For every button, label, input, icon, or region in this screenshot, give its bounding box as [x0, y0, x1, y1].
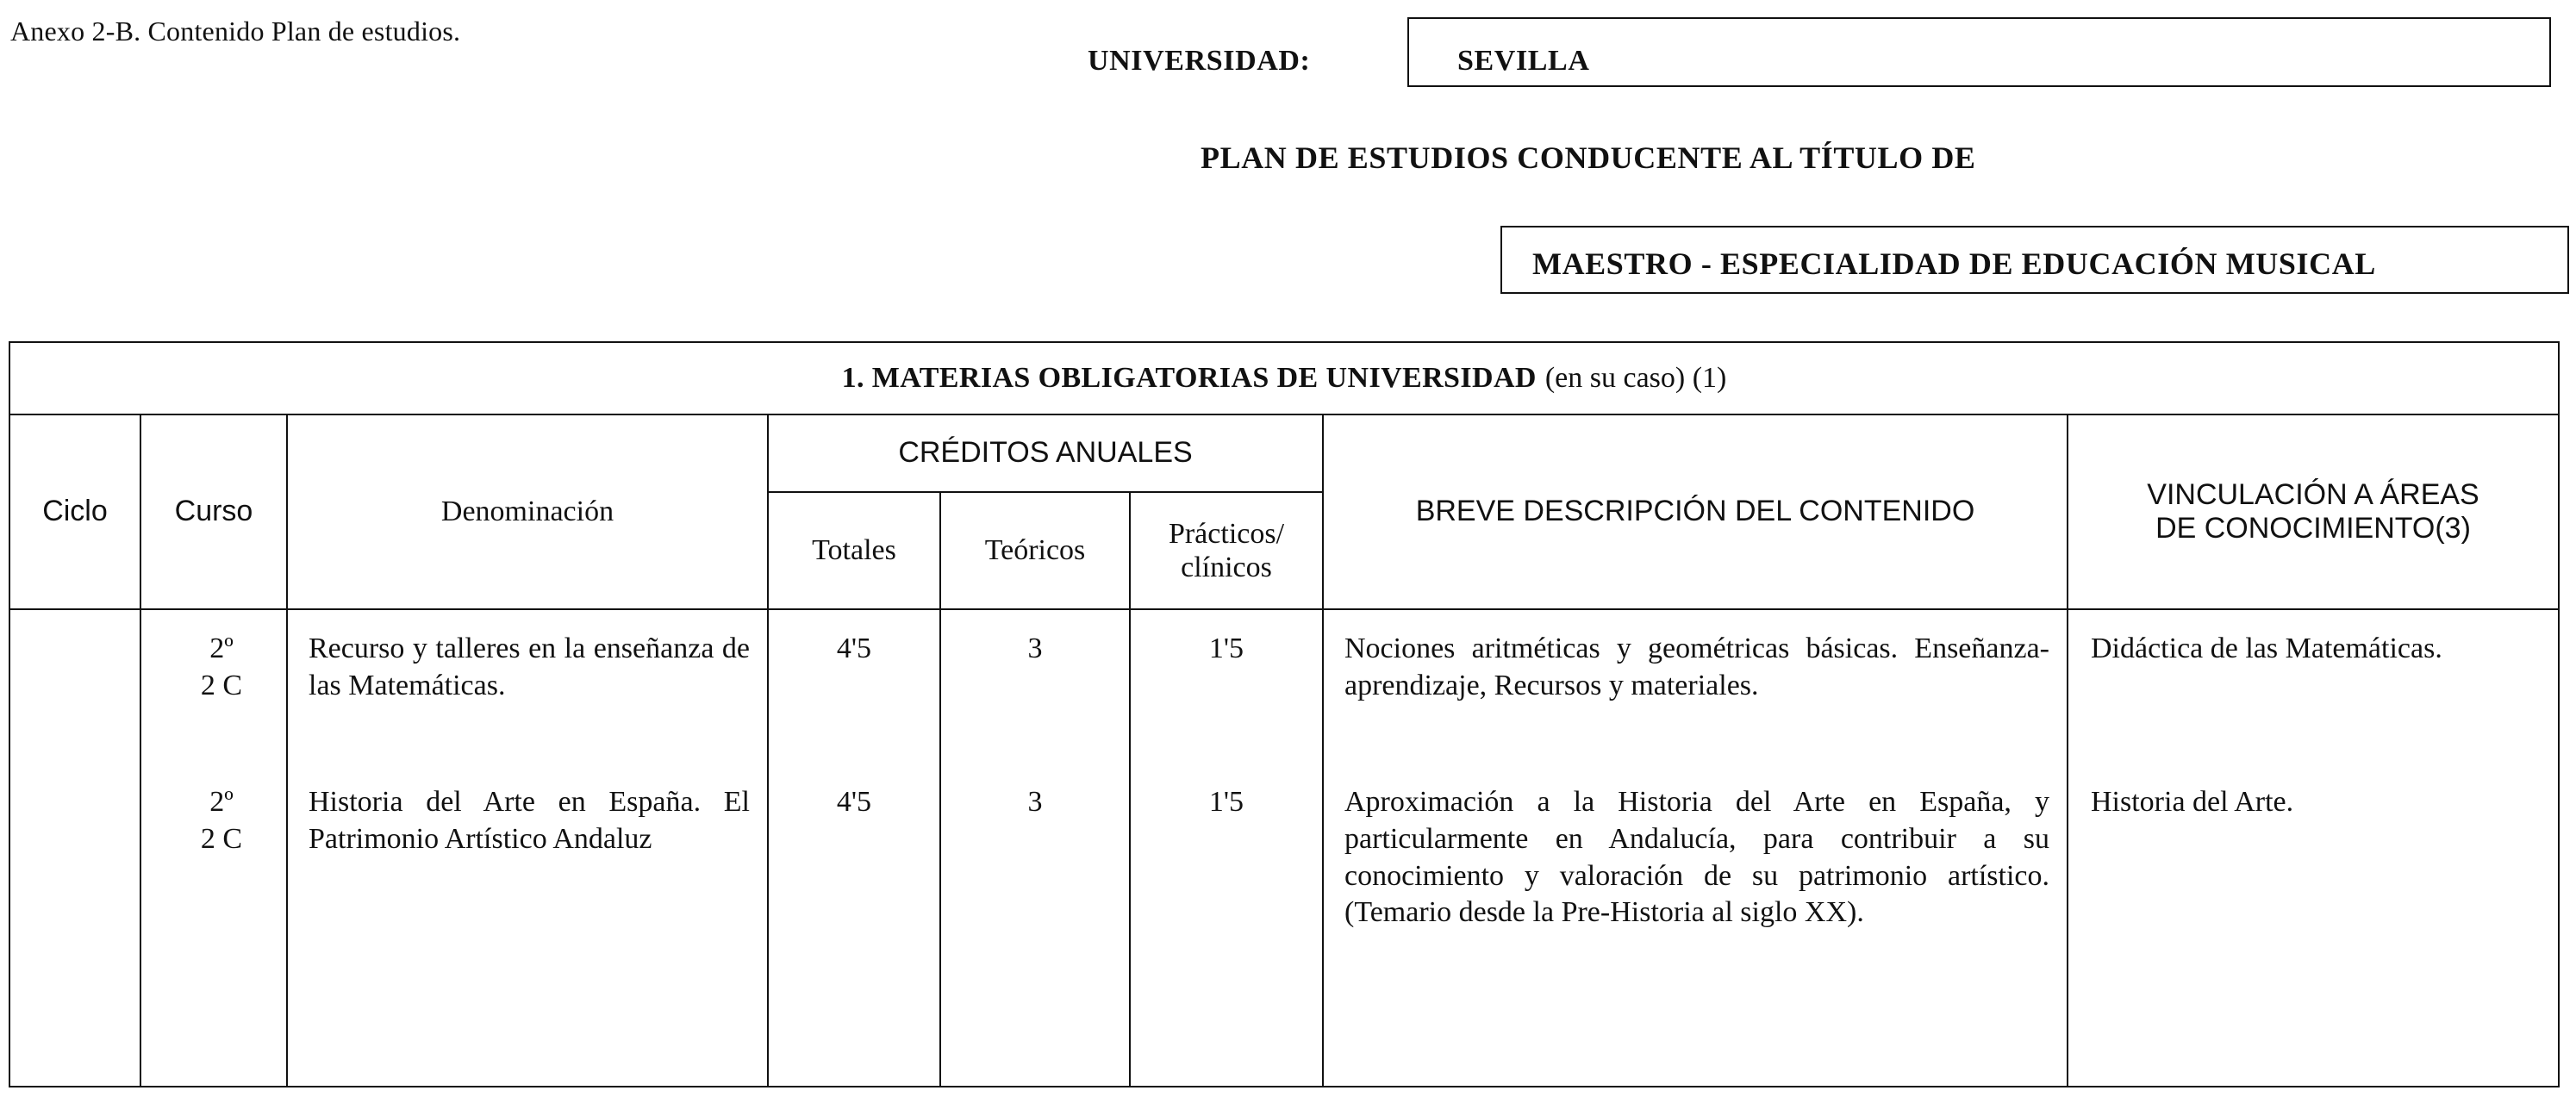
header-creditos: [769, 415, 1322, 491]
header-descripcion: [1324, 415, 2067, 608]
row-descripcion: Nociones aritméticas y geométricas básicas. Enseñanza-aprendizaje, Recursos y materiales.: [1344, 633, 2049, 701]
row-descripcion: Aproximación a la Historia del Arte en España, y particularmente en Andalucía, para contribuir a su conocimiento y valoración de su patrimonio artístico. (Temario desde la Pre-Historia al siglo XX).: [1344, 786, 2049, 929]
header-descripcion-label: BREVE DESCRIPCIÓN DEL CONTENIDO: [1415, 495, 1975, 528]
row-curso-year: 2º: [209, 633, 234, 664]
row-curso-term: 2 C: [200, 822, 243, 855]
row-vinculacion: Didáctica de las Matemáticas.: [2091, 633, 2442, 664]
header-practicos-line1: Prácticos/: [1168, 517, 1285, 550]
header-ciclo: [10, 415, 140, 608]
row-denominacion: Historia del Arte en España. El Patrimonio Artístico Andaluz: [309, 786, 750, 855]
row-practicos: 1'5: [1208, 786, 1244, 818]
row-curso-year: 2º: [209, 786, 234, 818]
header-ciclo-label: Ciclo: [42, 495, 108, 528]
row-teoricos: 3: [1027, 786, 1043, 818]
header-teoricos: [941, 493, 1129, 608]
table-rule: [10, 608, 2558, 610]
row-totales: 4'5: [836, 633, 872, 664]
header-creditos-label: CRÉDITOS ANUALES: [898, 436, 1193, 470]
header-denominacion-label: Denominación: [440, 495, 614, 528]
header-denominacion: [288, 415, 767, 608]
header-teoricos-label: Teóricos: [984, 534, 1086, 567]
header-practicos: [1131, 493, 1322, 608]
row-curso: [174, 784, 269, 858]
degree-value: MAESTRO - ESPECIALIDAD DE EDUCACIÓN MUSICAL: [1532, 246, 2376, 281]
degree-box: [1500, 226, 2569, 294]
header-totales-label: Totales: [812, 534, 896, 567]
row-denominacion: Recurso y talleres en la enseñanza de las Matemáticas.: [309, 633, 750, 701]
table-title: [10, 343, 2558, 414]
university-box: [1407, 17, 2551, 87]
header-practicos-line2: clínicos: [1181, 552, 1272, 583]
row-vinculacion: Historia del Arte.: [2091, 786, 2294, 818]
header-totales: [769, 493, 939, 608]
row-practicos: 1'5: [1208, 633, 1244, 664]
header-vinculacion-line2: DE CONOCIMIENTO(3): [2155, 512, 2471, 545]
header-curso-label: Curso: [174, 495, 253, 528]
row-totales: 4'5: [836, 786, 872, 818]
university-value: SEVILLA: [1457, 45, 1590, 77]
header-vinculacion: [2068, 415, 2558, 608]
table-title-note: (en su caso) (1): [1544, 362, 1727, 394]
annex-title: Anexo 2-B. Contenido Plan de estudios.: [10, 16, 461, 47]
subjects-table: [9, 341, 2560, 1087]
header-vinculacion-line1: VINCULACIÓN A ÁREAS: [2147, 477, 2479, 511]
row-curso-term: 2 C: [200, 669, 243, 701]
table-title-main: 1. MATERIAS OBLIGATORIAS DE UNIVERSIDAD: [841, 362, 1537, 394]
university-label: UNIVERSIDAD:: [1088, 45, 1311, 77]
row-curso: [174, 631, 269, 705]
plan-title: PLAN DE ESTUDIOS CONDUCENTE AL TÍTULO DE: [1201, 140, 1976, 175]
row-teoricos: 3: [1027, 633, 1043, 664]
header-curso: [141, 415, 286, 608]
